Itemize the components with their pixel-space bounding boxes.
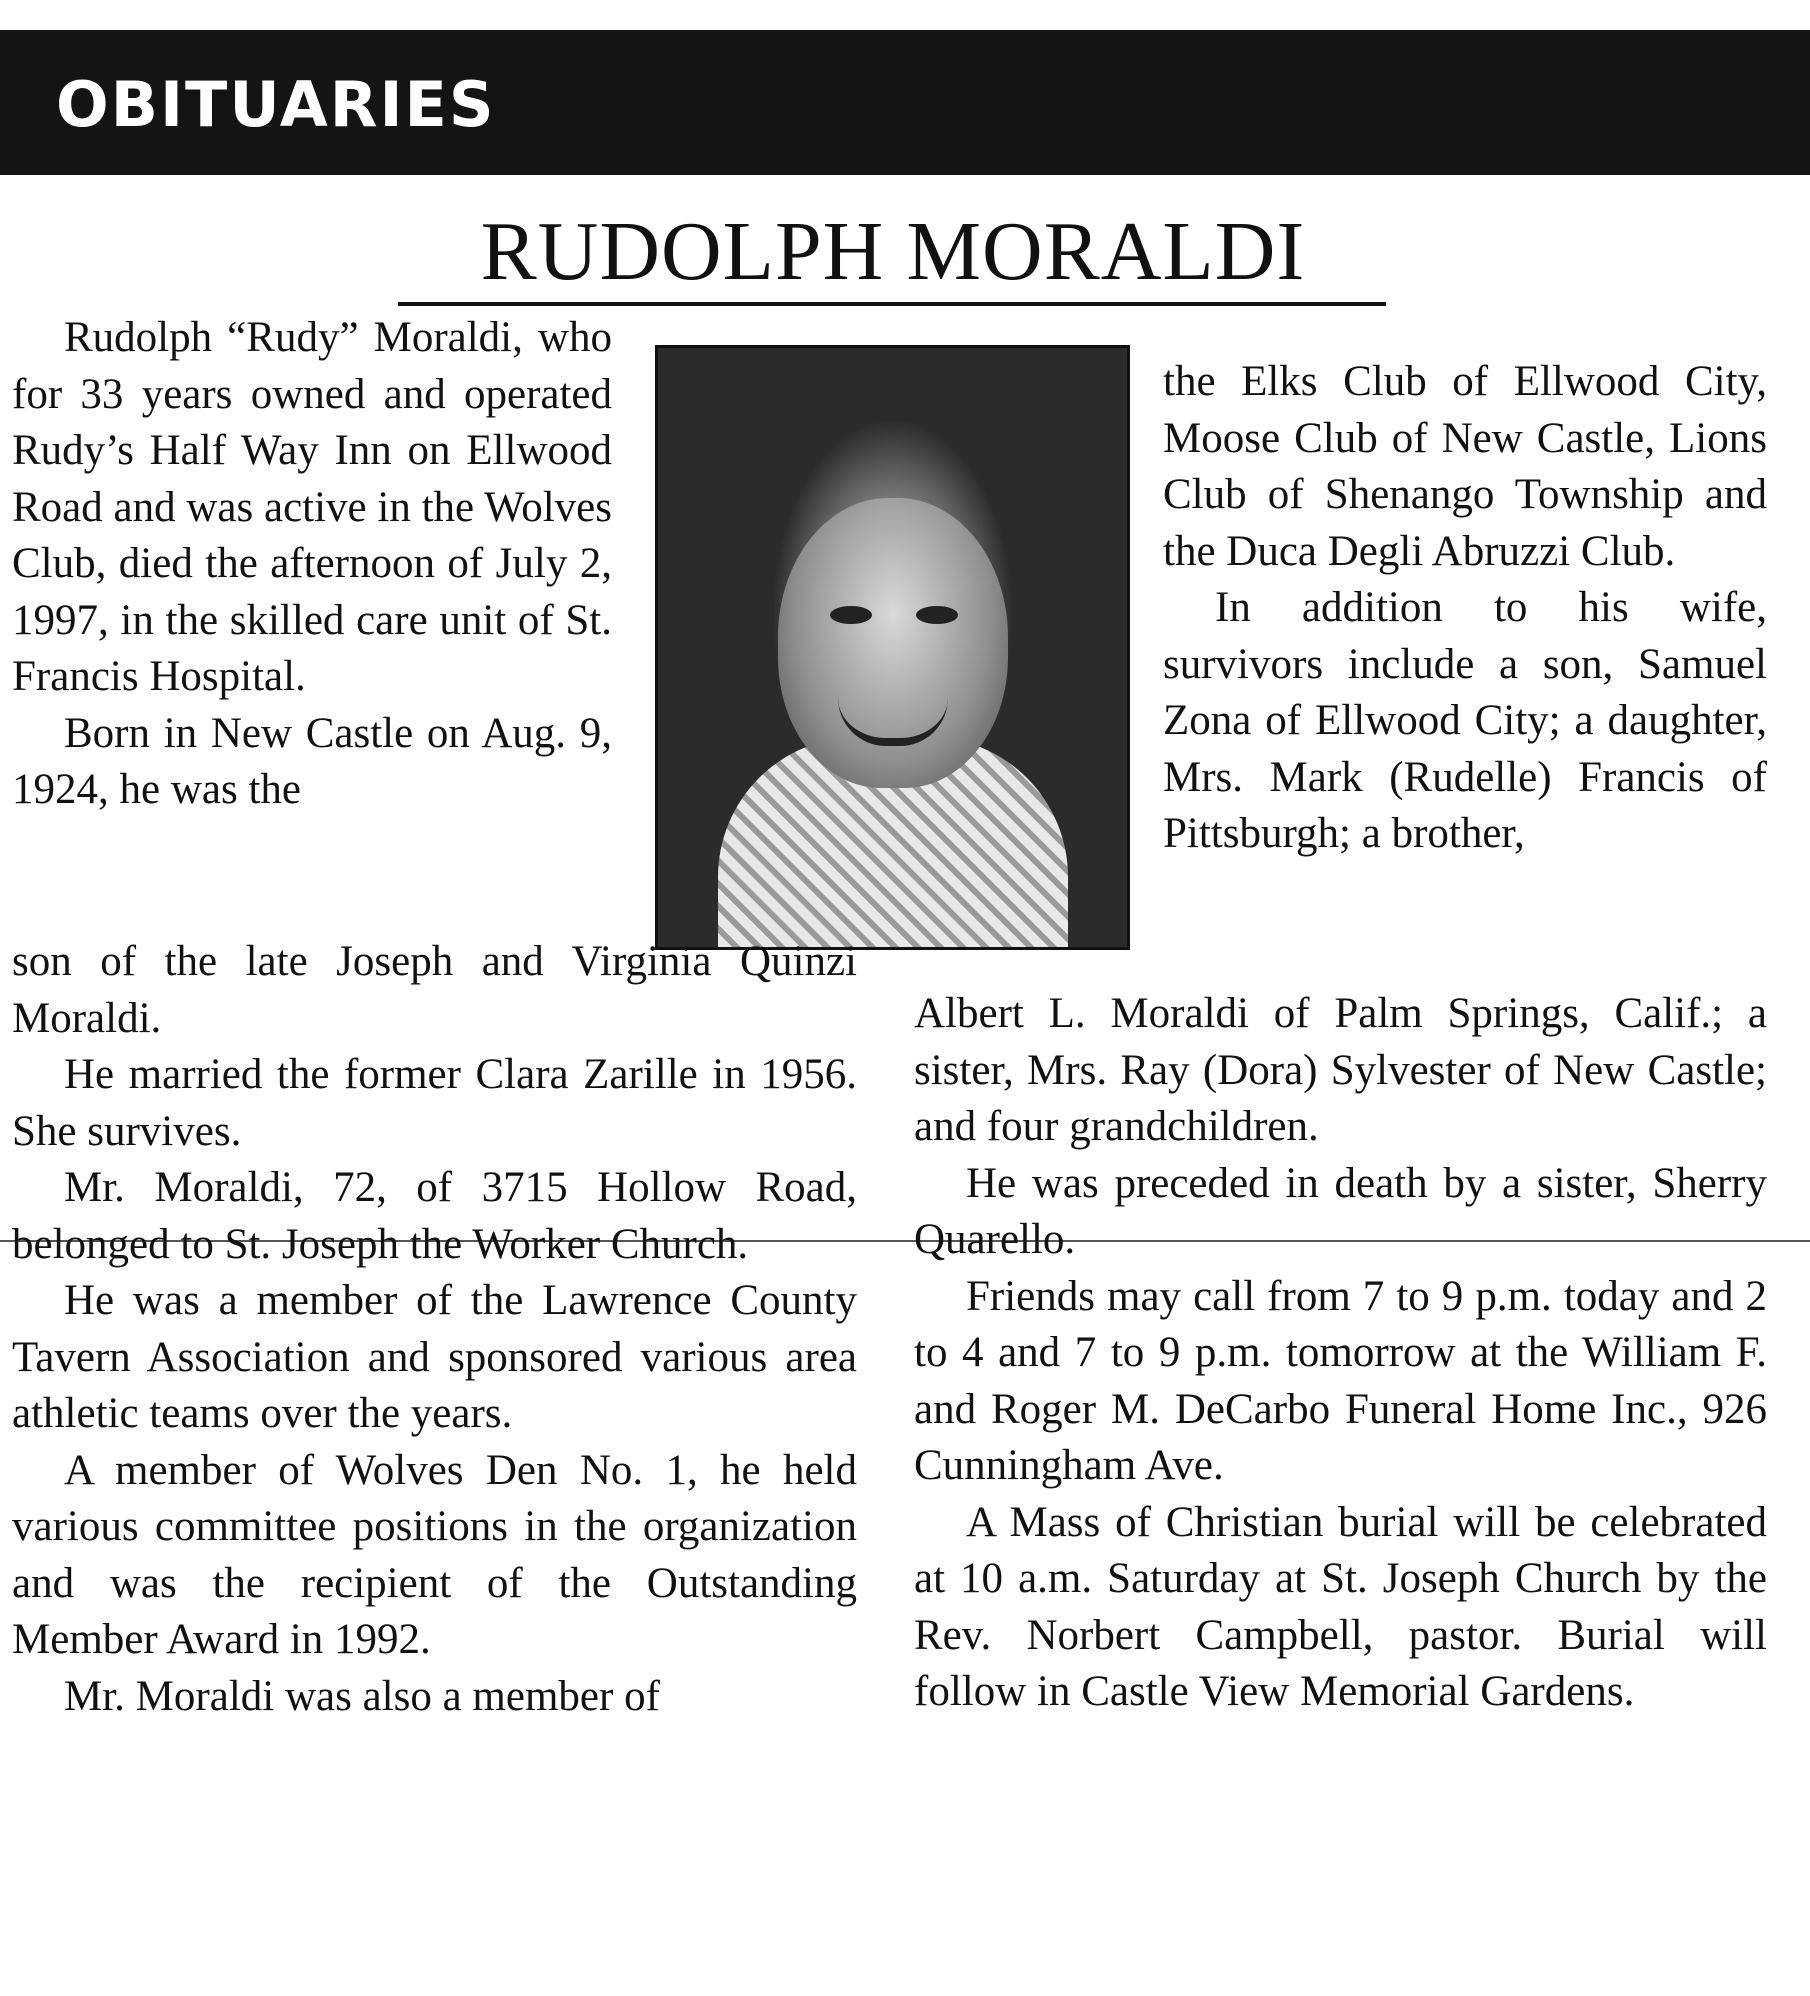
photo-face [778, 498, 1008, 788]
section-title: OBITUARIES [56, 68, 496, 141]
paragraph-preceded-in-death: He was preceded in death by a sister, Sherry Quarello. [914, 1159, 1767, 1263]
obituary-headline: RUDOLPH MORALDI [480, 205, 1306, 298]
paragraph-birth: Born in New Castle on Aug. 9, 1924, he was the [12, 709, 612, 813]
paragraph-survivors-continued: Albert L. Moraldi of Palm Springs, Calif.; a sister, Mrs. Ray (Dora) Sylvester of New Castle; and four grandchildren. [914, 990, 1767, 1150]
headline-underline [398, 302, 1386, 306]
photo-smile [838, 698, 948, 746]
paragraph-wolves-den: A member of Wolves Den No. 1, he held various committee positions in the organization and was the recipient of the Outstanding Member Award in 1992. [12, 1446, 857, 1663]
photo-right-eye [916, 606, 958, 624]
article-column-4 [914, 986, 1767, 1721]
photo-left-eye [830, 606, 872, 624]
portrait-photo [655, 345, 1130, 950]
paragraph-mass-burial: A Mass of Christian burial will be celebrated at 10 a.m. Saturday at St. Joseph Church by the Rev. Norbert Campbell, pastor. Burial will follow in Castle View Memorial Gardens. [914, 1498, 1767, 1715]
paragraph-church: Mr. Moraldi, 72, of 3715 Hollow Road, belonged to St. Joseph the Worker Church. [12, 1164, 857, 1268]
paragraph-survivors: In addition to his wife, survivors include a son, Samuel Zona of Ellwood City; a daughter, Mrs. Mark (Rudelle) Francis of Pittsburgh; a brother, [1163, 584, 1767, 857]
paragraph-visitation: Friends may call from 7 to 9 p.m. today and 2 to 4 and 7 to 9 p.m. tomorrow at the William F. and Roger M. DeCarbo Funeral Home Inc., 926 Cunningham Ave. [914, 1272, 1767, 1489]
section-banner [0, 30, 1810, 175]
article-column-2 [12, 934, 857, 1725]
paragraph-memberships: Mr. Moraldi was also a member of [64, 1672, 660, 1720]
paragraph-death-notice: Rudolph “Rudy” Moraldi, who for 33 years owned and operated Rudy’s Half Way Inn on Ellwood Road and was active in the Wolves Club, died the afternoon of July 2, 1997, in the skilled care unit of St. Francis Hospital. [12, 314, 612, 700]
paragraph-marriage: He married the former Clara Zarille in 1956. She survives. [12, 1051, 857, 1155]
article-column-3 [1163, 354, 1767, 863]
paragraph-memberships-continued: the Elks Club of Ellwood City, Moose Club of New Castle, Lions Club of Shenango Township and the Duca Degli Abruzzi Club. [1163, 358, 1767, 575]
paragraph-birth-continued: son of the late Joseph and Virginia Quinzi Moraldi. [12, 938, 857, 1042]
article-column-1 [12, 310, 612, 819]
paragraph-tavern-association: He was a member of the Lawrence County Tavern Association and sponsored various area athletic teams over the years. [12, 1277, 857, 1437]
